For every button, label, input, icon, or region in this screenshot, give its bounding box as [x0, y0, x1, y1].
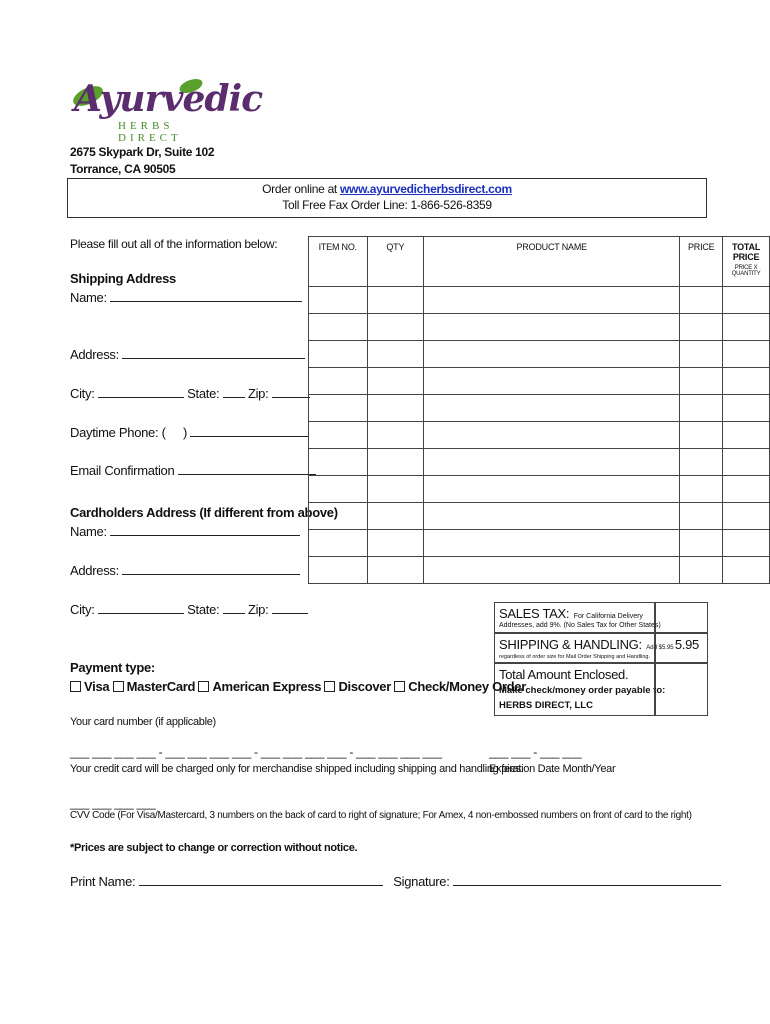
- total-price-cell[interactable]: [723, 314, 770, 341]
- sales-tax-note-2: Addresses, add 9%. (No Sales Tax for Other States): [499, 622, 661, 629]
- item-no-cell[interactable]: [309, 395, 368, 422]
- sales-tax-label: SALES TAX:: [499, 606, 570, 621]
- item-no-cell[interactable]: [309, 422, 368, 449]
- option-amex[interactable]: American Express: [198, 679, 321, 694]
- item-no-cell[interactable]: [309, 503, 368, 530]
- cardholder-heading: Cardholders Address (If different from above): [70, 505, 338, 520]
- shipping-note-1: Add $5.95: [646, 645, 674, 651]
- total-price-cell[interactable]: [723, 530, 770, 557]
- table-row: [309, 368, 770, 395]
- table-row: [309, 449, 770, 476]
- product-name-cell[interactable]: [424, 422, 680, 449]
- table-row: [309, 503, 770, 530]
- expiration-label: Expiration Date Month/Year: [489, 763, 616, 775]
- product-name-cell[interactable]: [424, 395, 680, 422]
- price-cell[interactable]: [680, 341, 723, 368]
- email-field[interactable]: Email Confirmation: [70, 463, 316, 478]
- total-price-subheader: PRICE X QUANTITY: [731, 265, 761, 277]
- form-intro: Please fill out all of the information below:: [70, 237, 278, 251]
- name-field[interactable]: Name:: [70, 290, 302, 305]
- item-no-cell[interactable]: [309, 476, 368, 503]
- payable-line-1: Make check/money order payable to:: [499, 685, 666, 696]
- total-label: Total Amount Enclosed.: [499, 667, 629, 682]
- col-total-price: TOTAL PRICE PRICE X QUANTITY: [723, 237, 770, 287]
- price-cell[interactable]: [680, 287, 723, 314]
- card-address-field[interactable]: Address:: [70, 563, 300, 578]
- product-name-cell[interactable]: [424, 314, 680, 341]
- product-name-cell[interactable]: [424, 287, 680, 314]
- qty-cell[interactable]: [367, 557, 424, 584]
- shipping-note-2: regardless of order size for Mail Order Shipping and Handling.: [499, 654, 651, 660]
- price-cell[interactable]: [680, 530, 723, 557]
- item-no-cell[interactable]: [309, 557, 368, 584]
- table-row: [309, 476, 770, 503]
- checkbox-icon: [198, 681, 209, 692]
- logo-brand: Ayurvedic: [74, 78, 263, 120]
- product-name-cell[interactable]: [424, 476, 680, 503]
- total-price-cell[interactable]: [723, 503, 770, 530]
- card-name-field[interactable]: Name:: [70, 524, 300, 539]
- qty-cell[interactable]: [367, 476, 424, 503]
- option-check[interactable]: Check/Money Order: [394, 679, 526, 694]
- payment-heading: Payment type:: [70, 660, 155, 675]
- payment-options: [70, 679, 526, 694]
- qty-cell[interactable]: [367, 449, 424, 476]
- total-price-cell[interactable]: [723, 422, 770, 449]
- price-cell[interactable]: [680, 422, 723, 449]
- checkbox-icon: [113, 681, 124, 692]
- card-number-input[interactable]: ___ ___ ___ ___ - ___ ___ ___ ___ - ___ ___ ___ ___ - ___ ___ ___ ___: [70, 745, 442, 759]
- table-row: [309, 395, 770, 422]
- shipping-value: 5.95: [654, 632, 708, 664]
- shipping-heading: Shipping Address: [70, 271, 176, 286]
- option-discover[interactable]: Discover: [324, 679, 391, 694]
- table-row: [309, 341, 770, 368]
- address-line-1: 2675 Skypark Dr, Suite 102: [70, 145, 215, 159]
- option-mastercard[interactable]: MasterCard: [113, 679, 196, 694]
- card-number-label: Your card number (if applicable): [70, 716, 216, 728]
- product-name-cell[interactable]: [424, 503, 680, 530]
- order-info-box: [67, 178, 707, 218]
- charge-note: Your credit card will be charged only for merchandise shipped including shipping and handling fees.: [70, 763, 524, 775]
- price-cell[interactable]: [680, 368, 723, 395]
- total-price-cell[interactable]: [723, 368, 770, 395]
- qty-cell[interactable]: [367, 341, 424, 368]
- qty-cell[interactable]: [367, 503, 424, 530]
- product-name-cell[interactable]: [424, 530, 680, 557]
- phone-field[interactable]: Daytime Phone: ( ): [70, 425, 308, 440]
- table-row: [309, 557, 770, 584]
- price-cell[interactable]: [680, 314, 723, 341]
- payable-line-2: HERBS DIRECT, LLC: [499, 700, 593, 711]
- price-cell[interactable]: [680, 503, 723, 530]
- address-line-2: Torrance, CA 90505: [70, 162, 176, 176]
- item-no-cell[interactable]: [309, 314, 368, 341]
- sales-tax-box: [494, 602, 661, 634]
- col-item-no: ITEM NO.: [309, 237, 368, 287]
- checkbox-icon: [324, 681, 335, 692]
- total-price-cell[interactable]: [723, 476, 770, 503]
- qty-cell[interactable]: [367, 368, 424, 395]
- signature-label: Signature:: [393, 874, 450, 889]
- item-no-cell[interactable]: [309, 449, 368, 476]
- option-visa[interactable]: Visa: [70, 679, 109, 694]
- shipping-label: SHIPPING & HANDLING:: [499, 637, 642, 652]
- total-price-cell[interactable]: [723, 287, 770, 314]
- price-cell[interactable]: [680, 449, 723, 476]
- item-no-cell[interactable]: [309, 368, 368, 395]
- cvv-input[interactable]: ___ ___ ___ ___: [70, 796, 156, 810]
- col-product-name: PRODUCT NAME: [424, 237, 680, 287]
- logo-subtitle: HERBS DIRECT: [118, 120, 182, 144]
- total-price-cell[interactable]: [723, 341, 770, 368]
- product-name-cell[interactable]: [424, 368, 680, 395]
- checkbox-icon: [394, 681, 405, 692]
- sales-tax-note-1: For California Delivery: [573, 613, 643, 620]
- table-row: [309, 314, 770, 341]
- total-price-cell[interactable]: [723, 395, 770, 422]
- total-price-cell[interactable]: [723, 449, 770, 476]
- cvv-note: CVV Code (For Visa/Mastercard, 3 numbers on the back of card to right of signature; For Amex, 4 non-embossed numbers on front of card to the right): [70, 810, 692, 821]
- product-name-cell[interactable]: [424, 449, 680, 476]
- qty-cell[interactable]: [367, 395, 424, 422]
- city-state-zip-field[interactable]: City: State: Zip:: [70, 386, 310, 401]
- product-name-cell[interactable]: [424, 341, 680, 368]
- qty-cell[interactable]: [367, 314, 424, 341]
- col-price: PRICE: [680, 237, 723, 287]
- qty-cell[interactable]: [367, 422, 424, 449]
- item-no-cell[interactable]: [309, 530, 368, 557]
- logo: [66, 76, 263, 144]
- print-name-field[interactable]: Print Name: Signature:: [70, 874, 721, 889]
- qty-cell[interactable]: [367, 287, 424, 314]
- website-link[interactable]: www.ayurvedicherbsdirect.com: [340, 182, 512, 196]
- table-row: [309, 530, 770, 557]
- price-cell[interactable]: [680, 557, 723, 584]
- table-row: [309, 422, 770, 449]
- shipping-box: [494, 632, 674, 664]
- col-qty: QTY: [367, 237, 424, 287]
- fax-line: Toll Free Fax Order Line: 1-866-526-8359: [282, 198, 492, 212]
- product-name-cell[interactable]: [424, 557, 680, 584]
- item-no-cell[interactable]: [309, 341, 368, 368]
- address-field[interactable]: Address:: [70, 347, 305, 362]
- prices-note: *Prices are subject to change or correction without notice.: [70, 842, 358, 854]
- qty-cell[interactable]: [367, 530, 424, 557]
- expiration-input[interactable]: ___ ___ - ___ ___: [489, 745, 582, 759]
- total-value[interactable]: [654, 662, 708, 716]
- price-cell[interactable]: [680, 476, 723, 503]
- total-price-cell[interactable]: [723, 557, 770, 584]
- table-row: [309, 287, 770, 314]
- card-city-state-zip-field[interactable]: City: State: Zip:: [70, 602, 308, 617]
- checkbox-icon: [70, 681, 81, 692]
- order-online-line: Order online at www.ayurvedicherbsdirect.com: [262, 182, 512, 196]
- item-no-cell[interactable]: [309, 287, 368, 314]
- order-items-table: [308, 236, 770, 584]
- sales-tax-value[interactable]: [654, 602, 708, 634]
- price-cell[interactable]: [680, 395, 723, 422]
